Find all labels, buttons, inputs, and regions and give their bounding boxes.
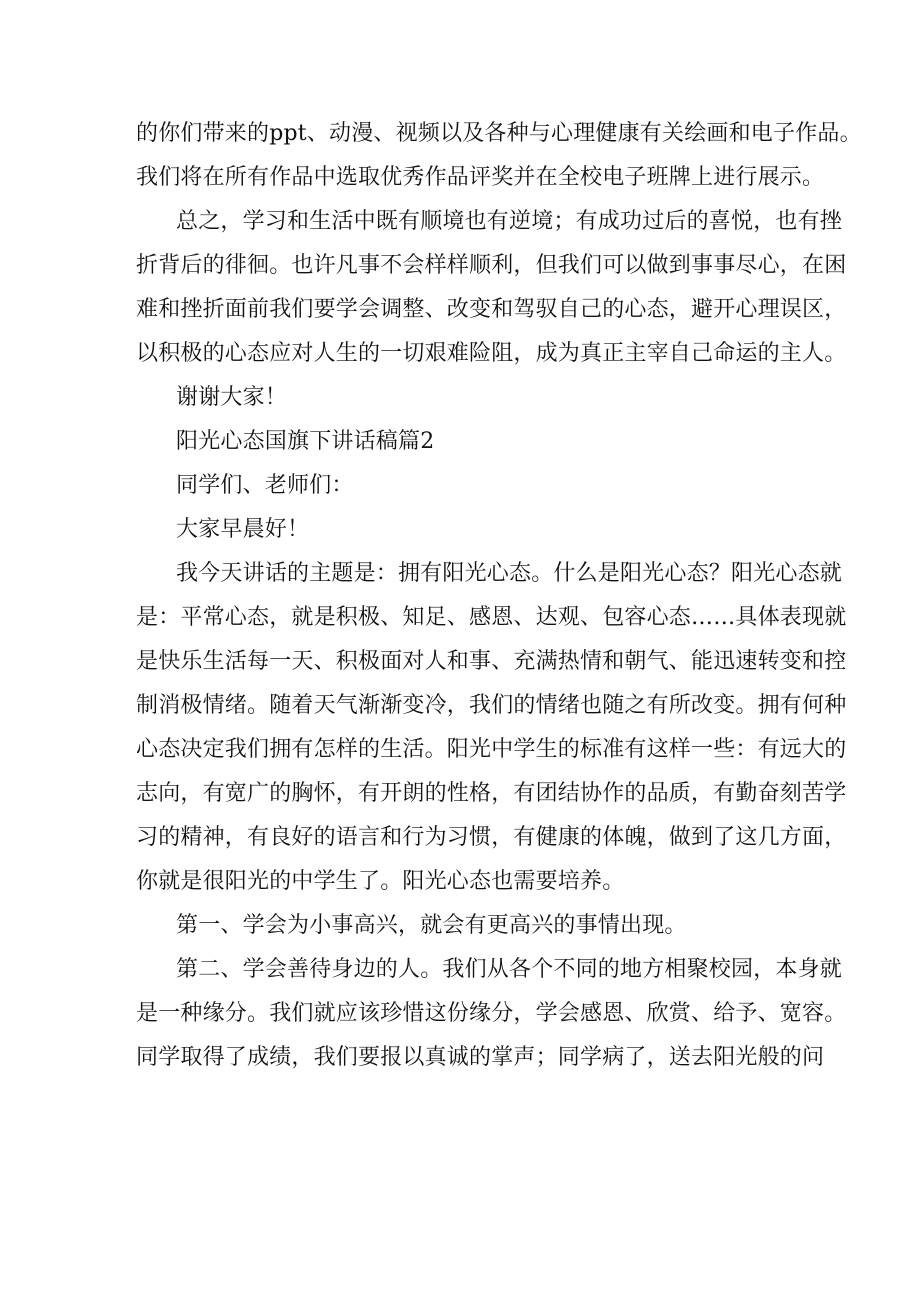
text-line: 第二、学会善待身边的人。我们从各个不同的地方相聚校园，本身就 [176,957,843,982]
document-body [136,112,862,1080]
text-line: 以积极的心态应对人生的一切艰难险阻，成为真正主宰自己命运的主人。 [136,341,847,366]
text-line: 志向，有宽广的胸怀，有开朗的性格，有团结协作的品质，有勤奋刻苦学 [136,781,847,806]
text-line: 是：平常心态，就是积极、知足、感恩、达观、包容心态……具体表现就 [136,605,847,630]
text-line: 难和挫折面前我们要学会调整、改变和驾驭自己的心态，避开心理误区， [136,297,847,322]
text-line: 谢谢大家！ [176,385,288,410]
text-line: 制消极情绪。随着天气渐渐变冷，我们的情绪也随之有所改变。拥有何种 [136,693,847,718]
text-line: 第一、学会为小事高兴，就会有更高兴的事情出现。 [176,913,687,938]
text-line: 阳光心态国旗下讲话稿篇2 [176,429,435,454]
text-line: 同学们、老师们： [176,473,354,498]
text-line: 是一种缘分。我们就应该珍惜这份缘分，学会感恩、欣赏、给予、宽容。 [136,1001,847,1026]
text-line: 大家早晨好！ [176,517,310,542]
text-line: 我今天讲话的主题是：拥有阳光心态。什么是阳光心态？阳光心态就 [176,561,843,586]
text-line: 折背后的徘徊。也许凡事不会样样顺利，但我们可以做到事事尽心，在困 [136,253,847,278]
text-line: 你就是很阳光的中学生了。阳光心态也需要培养。 [136,869,625,894]
text-line: 总之，学习和生活中既有顺境也有逆境；有成功过后的喜悦，也有挫 [176,209,843,234]
text-line: 的你们带来的ppt、动漫、视频以及各种与心理健康有关绘画和电子作品。 [136,121,862,146]
text-line: 习的精神，有良好的语言和行为习惯，有健康的体魄，做到了这几方面， [136,825,847,850]
text-line: 同学取得了成绩，我们要报以真诚的掌声；同学病了，送去阳光般的问 [136,1045,825,1070]
text-line: 是快乐生活每一天、积极面对人和事、充满热情和朝气、能迅速转变和控 [136,649,847,674]
text-line: 我们将在所有作品中选取优秀作品评奖并在全校电子班牌上进行展示。 [136,165,825,190]
text-line: 心态决定我们拥有怎样的生活。阳光中学生的标准有这样一些：有远大的 [136,737,847,762]
